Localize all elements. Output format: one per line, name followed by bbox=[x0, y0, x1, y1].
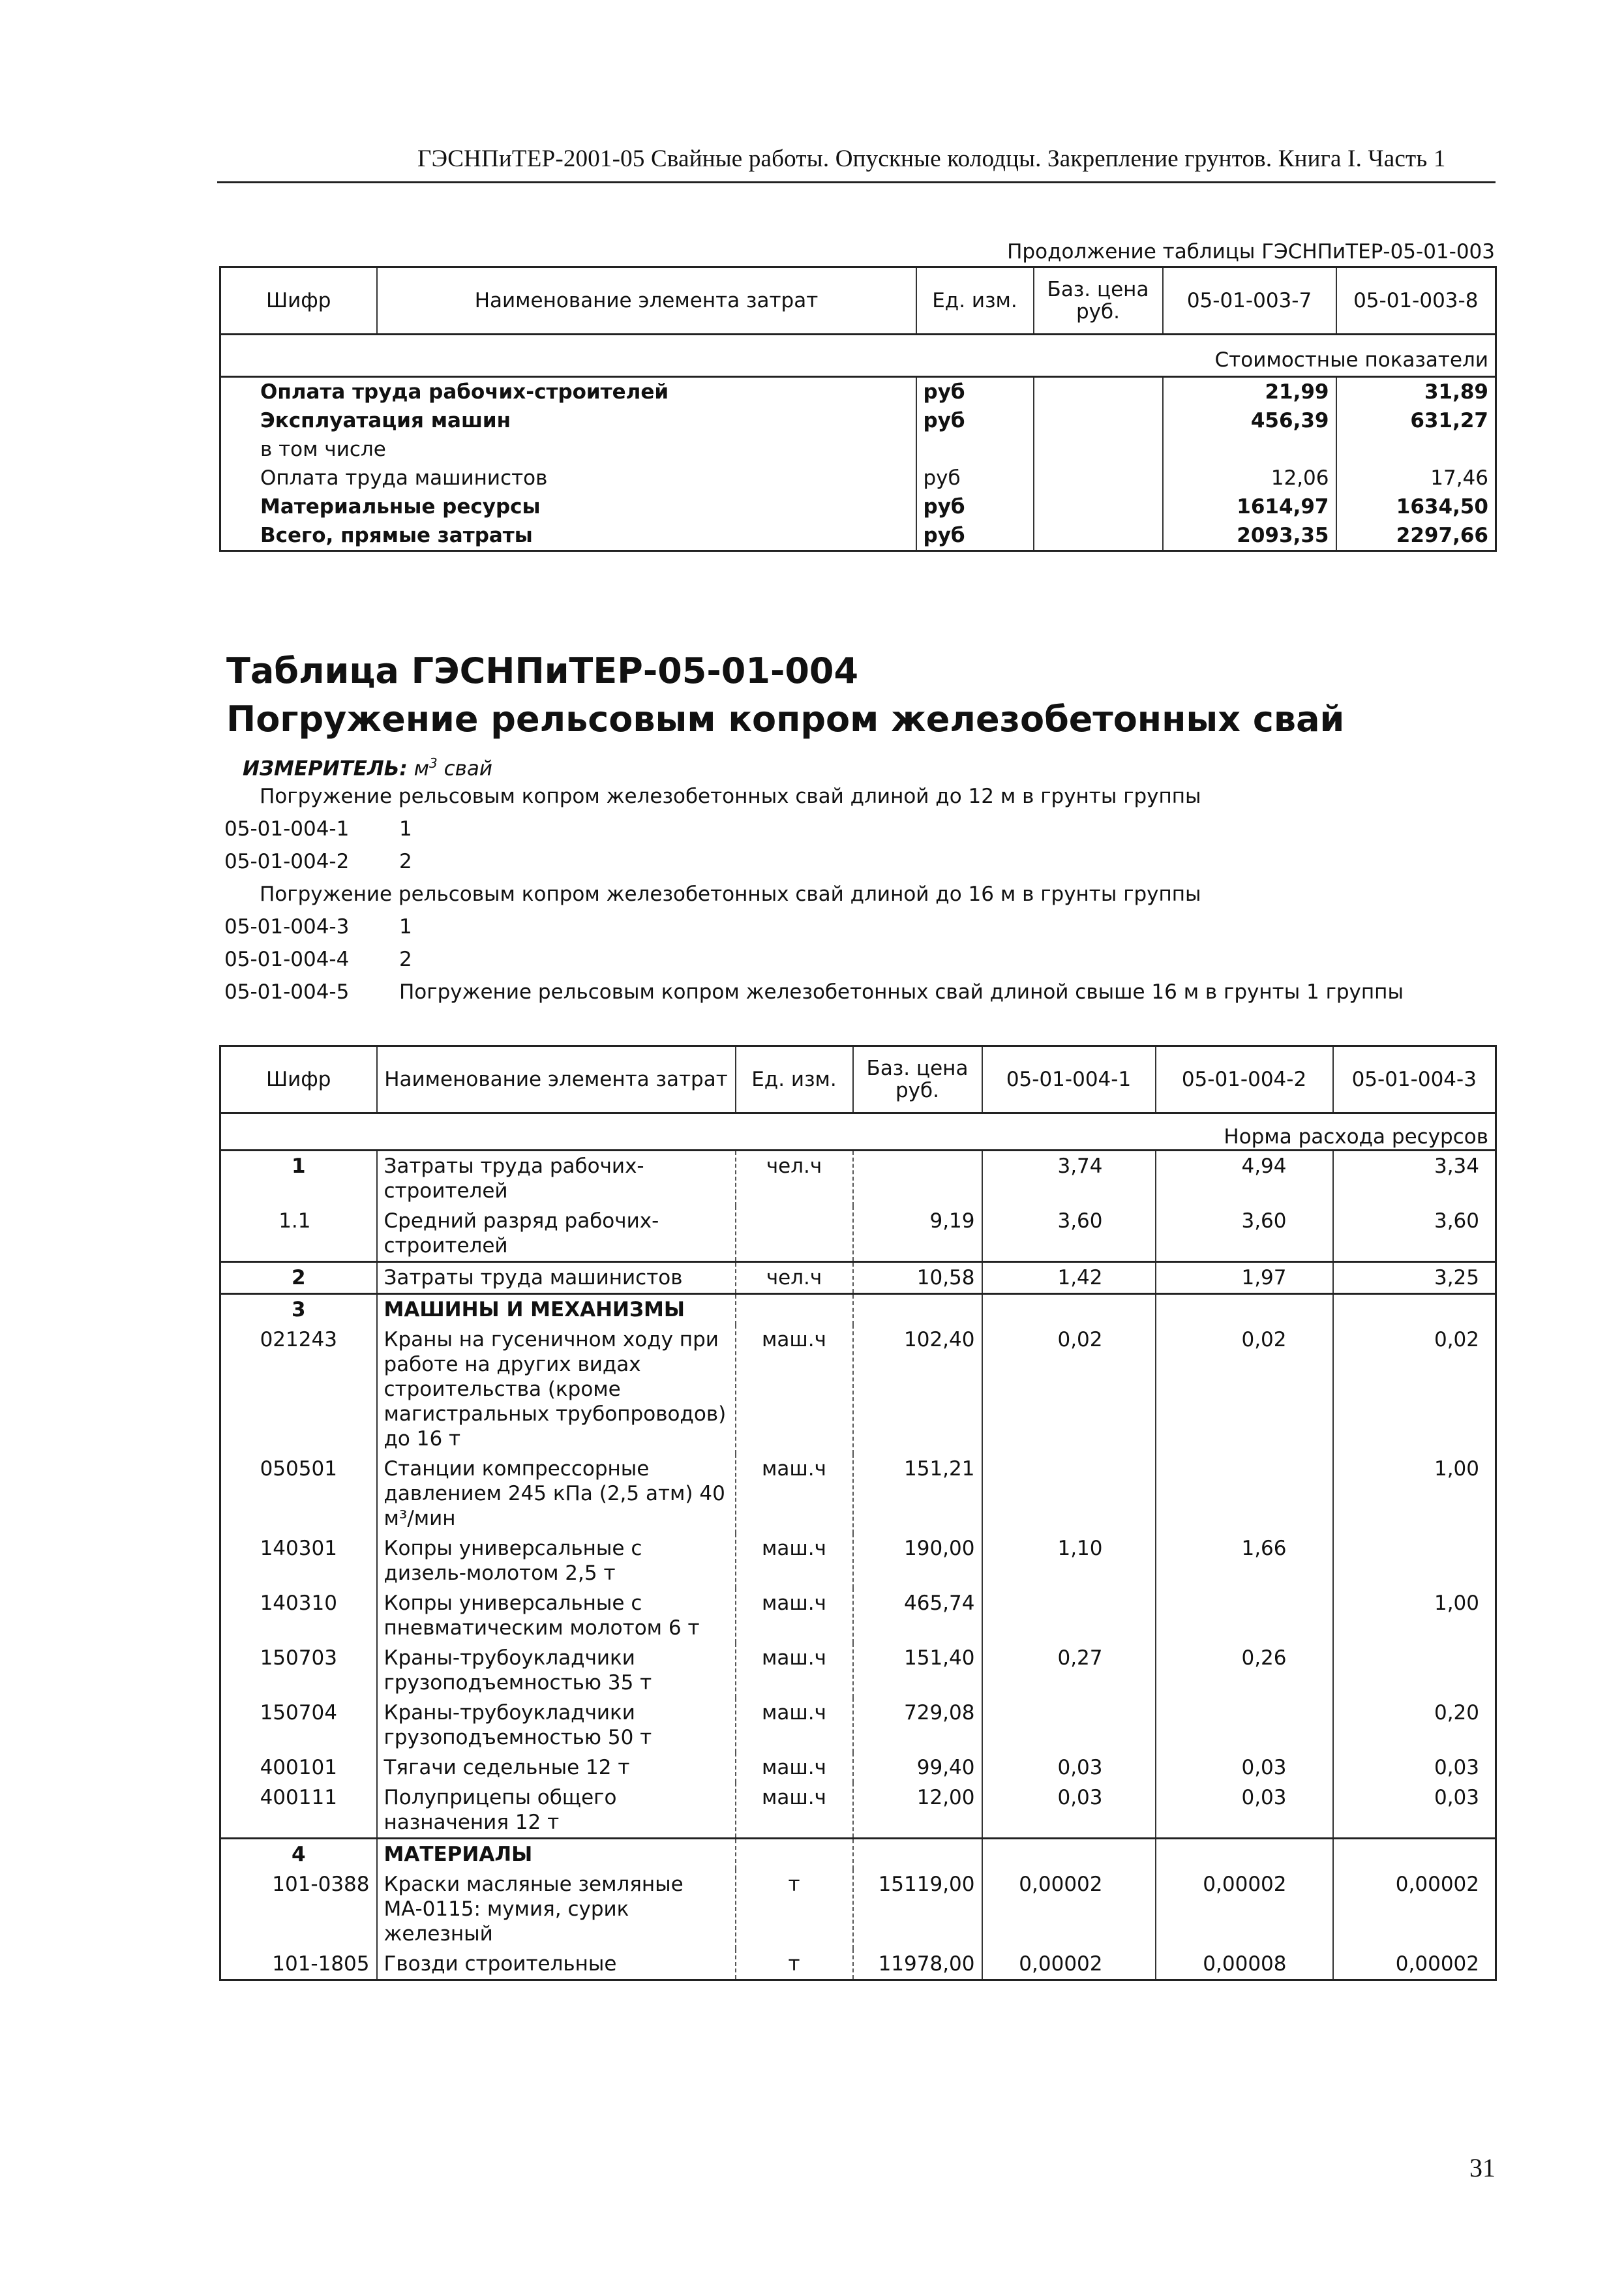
code-line: 05-01-004-3 bbox=[224, 915, 350, 939]
resource-code: 400111 bbox=[260, 1786, 337, 1809]
resource-norms-table bbox=[219, 1045, 1497, 1981]
unit-cell: т bbox=[736, 1949, 853, 1980]
value-cell bbox=[1156, 1294, 1333, 1325]
table-row bbox=[220, 1533, 1496, 1588]
table-row bbox=[220, 492, 1496, 521]
code-line: 05-01-004-4 bbox=[224, 948, 350, 971]
value-cell: 0,00002 bbox=[982, 1869, 1156, 1949]
value-cell: 3,34 bbox=[1333, 1151, 1496, 1207]
resource-code: 4 bbox=[220, 1839, 377, 1870]
cost-item-name: Оплата труда машинистов bbox=[260, 466, 548, 490]
value-cell: 1,42 bbox=[982, 1262, 1156, 1294]
value-cell bbox=[1333, 1643, 1496, 1698]
value-cell: 0,02 bbox=[1333, 1325, 1496, 1454]
value-cell: 3,60 bbox=[982, 1206, 1156, 1262]
table-header-row bbox=[220, 1046, 1496, 1113]
resource-name: Затраты труда машинистов bbox=[377, 1262, 736, 1294]
value-cell: 0,26 bbox=[1156, 1643, 1333, 1698]
unit-cell: маш.ч bbox=[736, 1753, 853, 1783]
table-row bbox=[220, 1949, 1496, 1980]
header-cell: Баз. цена руб. bbox=[853, 1046, 982, 1113]
resource-code: 3 bbox=[220, 1294, 377, 1325]
value-cell bbox=[982, 1588, 1156, 1643]
price-cell: 9,19 bbox=[853, 1206, 982, 1262]
price-cell: 190,00 bbox=[853, 1533, 982, 1588]
measurement-unit bbox=[243, 755, 492, 780]
unit-cell: руб bbox=[916, 377, 1034, 407]
unit-cell: маш.ч bbox=[736, 1325, 853, 1454]
resource-code: 2 bbox=[220, 1262, 377, 1294]
price-cell: 465,74 bbox=[853, 1588, 982, 1643]
unit-cell: чел.ч bbox=[736, 1262, 853, 1294]
resource-name: Копры универсальные с дизель-молотом 2,5 т bbox=[377, 1533, 736, 1588]
value-cell: 31,89 bbox=[1336, 377, 1496, 407]
resource-name: МАШИНЫ И МЕХАНИЗМЫ bbox=[377, 1294, 736, 1325]
code-line-text: 2 bbox=[399, 948, 412, 971]
table-row bbox=[220, 435, 1496, 464]
table-row bbox=[220, 1262, 1496, 1294]
unit-cell: маш.ч bbox=[736, 1588, 853, 1643]
header-cell: Баз. цена руб. bbox=[1034, 267, 1163, 335]
table-row bbox=[220, 464, 1496, 492]
cost-item-name: Эксплуатация машин bbox=[260, 409, 511, 432]
value-cell: 3,25 bbox=[1333, 1262, 1496, 1294]
header-cell: Наименование элемента затрат bbox=[377, 1046, 736, 1113]
resource-code: 101-1805 bbox=[272, 1952, 370, 1976]
value-cell bbox=[1336, 435, 1496, 464]
table-row bbox=[220, 1753, 1496, 1783]
value-cell: 0,20 bbox=[1333, 1698, 1496, 1753]
value-cell: 0,03 bbox=[1333, 1753, 1496, 1783]
price-cell: 729,08 bbox=[853, 1698, 982, 1753]
value-cell: 2093,35 bbox=[1163, 521, 1336, 551]
band-label: Стоимостные показатели bbox=[220, 335, 1496, 377]
table-body bbox=[220, 377, 1496, 551]
price-cell bbox=[853, 1151, 982, 1207]
header-cell: Шифр bbox=[220, 267, 377, 335]
value-cell: 1614,97 bbox=[1163, 492, 1336, 521]
resource-name: Средний разряд рабочих-строителей bbox=[377, 1206, 736, 1262]
price-cell: 12,00 bbox=[853, 1783, 982, 1839]
unit-cell bbox=[736, 1294, 853, 1325]
table-row bbox=[220, 1325, 1496, 1454]
price-cell: 151,21 bbox=[853, 1454, 982, 1533]
value-cell: 0,02 bbox=[982, 1325, 1156, 1454]
value-cell: 21,99 bbox=[1163, 377, 1336, 407]
value-cell: 3,74 bbox=[982, 1151, 1156, 1207]
code-line-text: 1 bbox=[399, 915, 412, 939]
code-line-text: 2 bbox=[399, 850, 412, 873]
unit-cell: маш.ч bbox=[736, 1643, 853, 1698]
value-cell: 3,60 bbox=[1156, 1206, 1333, 1262]
description-line: Погружение рельсовым копром железобетонных свай длиной до 12 м в грунты группы bbox=[260, 785, 1201, 808]
meter-rest: свай bbox=[437, 757, 493, 781]
resource-code: 150704 bbox=[260, 1701, 337, 1725]
running-header: ГЭСНПиТЕР-2001-05 Свайные работы. Опускные колодцы. Закрепление грунтов. Книга I. Часть 1 bbox=[417, 145, 1446, 172]
resource-name: Гвозди строительные bbox=[377, 1949, 736, 1980]
resource-name: Тягачи седельные 12 т bbox=[377, 1753, 736, 1783]
price-cell bbox=[1034, 435, 1163, 464]
resource-code: 050501 bbox=[260, 1457, 337, 1481]
header-cell: 05-01-004-2 bbox=[1156, 1046, 1333, 1113]
table-header-row bbox=[220, 267, 1496, 335]
resource-code: 140310 bbox=[260, 1591, 337, 1615]
resource-name: Полуприцепы общего назначения 12 т bbox=[377, 1783, 736, 1839]
meter-label: ИЗМЕРИТЕЛЬ: bbox=[243, 757, 408, 781]
value-cell: 17,46 bbox=[1336, 464, 1496, 492]
table-row bbox=[220, 1294, 1496, 1325]
unit-cell: маш.ч bbox=[736, 1454, 853, 1533]
price-cell bbox=[853, 1839, 982, 1870]
meter-exponent: 3 bbox=[429, 755, 438, 771]
price-cell bbox=[1034, 492, 1163, 521]
price-cell bbox=[1034, 377, 1163, 407]
cost-item-name: Оплата труда рабочих-строителей bbox=[260, 380, 669, 404]
price-cell bbox=[1034, 406, 1163, 435]
value-cell: 0,27 bbox=[982, 1643, 1156, 1698]
unit-cell: руб bbox=[916, 492, 1034, 521]
resource-code: 140301 bbox=[260, 1537, 337, 1560]
table-row bbox=[220, 1206, 1496, 1262]
code-line-text: 1 bbox=[399, 817, 412, 841]
table-band-row bbox=[220, 1113, 1496, 1151]
price-cell: 151,40 bbox=[853, 1643, 982, 1698]
table-subtitle: Погружение рельсовым копром железобетонных свай bbox=[226, 699, 1345, 740]
resource-name: Станции компрессорные давлением 245 кПа (2,5 атм) 40 м³/мин bbox=[377, 1454, 736, 1533]
value-cell bbox=[1156, 1588, 1333, 1643]
value-cell: 456,39 bbox=[1163, 406, 1336, 435]
resource-name: МАТЕРИАЛЫ bbox=[377, 1839, 736, 1870]
value-cell: 1,97 bbox=[1156, 1262, 1333, 1294]
value-cell bbox=[982, 1839, 1156, 1870]
value-cell bbox=[1333, 1839, 1496, 1870]
value-cell: 631,27 bbox=[1336, 406, 1496, 435]
header-cell: 05-01-003-7 bbox=[1163, 267, 1336, 335]
price-cell: 11978,00 bbox=[853, 1949, 982, 1980]
table-row bbox=[220, 1151, 1496, 1207]
resource-name: Краны-трубоукладчики грузоподъемностью 35 т bbox=[377, 1643, 736, 1698]
meter-unit: м bbox=[414, 757, 430, 781]
unit-cell: т bbox=[736, 1869, 853, 1949]
table-row bbox=[220, 1783, 1496, 1839]
unit-cell bbox=[736, 1206, 853, 1262]
resource-code: 1.1 bbox=[278, 1209, 311, 1233]
table-row bbox=[220, 1698, 1496, 1753]
value-cell bbox=[982, 1454, 1156, 1533]
code-line-text: Погружение рельсовым копром железобетонных свай длиной свыше 16 м в грунты 1 группы bbox=[399, 980, 1404, 1004]
value-cell bbox=[1156, 1454, 1333, 1533]
table-row bbox=[220, 1869, 1496, 1949]
value-cell: 0,03 bbox=[1156, 1783, 1333, 1839]
table-row bbox=[220, 1588, 1496, 1643]
unit-cell: руб bbox=[916, 464, 1034, 492]
price-cell bbox=[1034, 464, 1163, 492]
description-line: Погружение рельсовым копром железобетонных свай длиной до 16 м в грунты группы bbox=[260, 882, 1201, 906]
unit-cell: маш.ч bbox=[736, 1783, 853, 1839]
code-line: 05-01-004-1 bbox=[224, 817, 350, 841]
value-cell: 1,00 bbox=[1333, 1588, 1496, 1643]
resource-code: 021243 bbox=[260, 1328, 337, 1351]
unit-cell: маш.ч bbox=[736, 1533, 853, 1588]
value-cell: 0,00002 bbox=[982, 1949, 1156, 1980]
table-continuation-caption: Продолжение таблицы ГЭСНПиТЕР-05-01-003 bbox=[1007, 240, 1495, 264]
resource-code: 400101 bbox=[260, 1756, 337, 1779]
value-cell bbox=[1333, 1294, 1496, 1325]
value-cell bbox=[1163, 435, 1336, 464]
price-cell: 99,40 bbox=[853, 1753, 982, 1783]
header-cell: Ед. изм. bbox=[916, 267, 1034, 335]
unit-cell: маш.ч bbox=[736, 1698, 853, 1753]
resource-name: Краны на гусеничном ходу при работе на других видах строительства (кроме магистральных трубопроводов) до 16 т bbox=[377, 1325, 736, 1454]
unit-cell bbox=[916, 435, 1034, 464]
resource-code: 150703 bbox=[260, 1646, 337, 1670]
resource-code: 101-0388 bbox=[272, 1873, 370, 1896]
table-title: Таблица ГЭСНПиТЕР-05-01-004 bbox=[226, 650, 859, 691]
value-cell: 0,00008 bbox=[1156, 1949, 1333, 1980]
value-cell bbox=[1156, 1839, 1333, 1870]
cost-item-name: в том числе bbox=[260, 438, 386, 461]
unit-cell: руб bbox=[916, 406, 1034, 435]
value-cell bbox=[982, 1294, 1156, 1325]
cost-indicators-table bbox=[219, 266, 1497, 552]
value-cell: 1,66 bbox=[1156, 1533, 1333, 1588]
code-line: 05-01-004-5 bbox=[224, 980, 350, 1004]
value-cell: 12,06 bbox=[1163, 464, 1336, 492]
table-row bbox=[220, 521, 1496, 551]
header-cell: 05-01-003-8 bbox=[1336, 267, 1496, 335]
table-row bbox=[220, 377, 1496, 407]
page-number: 31 bbox=[1469, 2153, 1496, 2182]
value-cell: 2297,66 bbox=[1336, 521, 1496, 551]
value-cell: 0,00002 bbox=[1333, 1949, 1496, 1980]
resource-name: Копры универсальные с пневматическим молотом 6 т bbox=[377, 1588, 736, 1643]
value-cell: 4,94 bbox=[1156, 1151, 1333, 1207]
value-cell bbox=[1333, 1533, 1496, 1588]
value-cell: 3,60 bbox=[1333, 1206, 1496, 1262]
value-cell: 1,00 bbox=[1333, 1454, 1496, 1533]
value-cell: 0,03 bbox=[982, 1783, 1156, 1839]
header-cell: 05-01-004-1 bbox=[982, 1046, 1156, 1113]
value-cell: 0,03 bbox=[1156, 1753, 1333, 1783]
value-cell bbox=[1156, 1698, 1333, 1753]
table-row bbox=[220, 1839, 1496, 1870]
table-body bbox=[220, 1151, 1496, 1980]
value-cell: 1,10 bbox=[982, 1533, 1156, 1588]
price-cell: 102,40 bbox=[853, 1325, 982, 1454]
value-cell: 0,00002 bbox=[1156, 1869, 1333, 1949]
header-cell: Шифр bbox=[220, 1046, 377, 1113]
resource-name: Краски масляные земляные МА-0115: мумия, сурик железный bbox=[377, 1869, 736, 1949]
value-cell: 0,03 bbox=[982, 1753, 1156, 1783]
band-label: Норма расхода ресурсов bbox=[220, 1113, 1496, 1151]
value-cell: 0,02 bbox=[1156, 1325, 1333, 1454]
price-cell: 15119,00 bbox=[853, 1869, 982, 1949]
table-row bbox=[220, 1454, 1496, 1533]
cost-item-name: Всего, прямые затраты bbox=[260, 524, 533, 547]
unit-cell bbox=[736, 1839, 853, 1870]
price-cell bbox=[853, 1294, 982, 1325]
header-cell: 05-01-004-3 bbox=[1333, 1046, 1496, 1113]
resource-name: Затраты труда рабочих-строителей bbox=[377, 1151, 736, 1207]
table-row bbox=[220, 1643, 1496, 1698]
unit-cell: руб bbox=[916, 521, 1034, 551]
code-line: 05-01-004-2 bbox=[224, 850, 350, 873]
value-cell bbox=[982, 1698, 1156, 1753]
table-row bbox=[220, 406, 1496, 435]
price-cell bbox=[1034, 521, 1163, 551]
unit-cell: чел.ч bbox=[736, 1151, 853, 1207]
price-cell: 10,58 bbox=[853, 1262, 982, 1294]
value-cell: 0,03 bbox=[1333, 1783, 1496, 1839]
cost-item-name: Материальные ресурсы bbox=[260, 495, 541, 519]
table-band-row bbox=[220, 335, 1496, 377]
resource-code: 1 bbox=[220, 1151, 377, 1207]
header-rule bbox=[217, 181, 1496, 183]
resource-name: Краны-трубоукладчики грузоподъемностью 50 т bbox=[377, 1698, 736, 1753]
value-cell: 0,00002 bbox=[1333, 1869, 1496, 1949]
header-cell: Ед. изм. bbox=[736, 1046, 853, 1113]
header-cell: Наименование элемента затрат bbox=[377, 267, 916, 335]
value-cell: 1634,50 bbox=[1336, 492, 1496, 521]
